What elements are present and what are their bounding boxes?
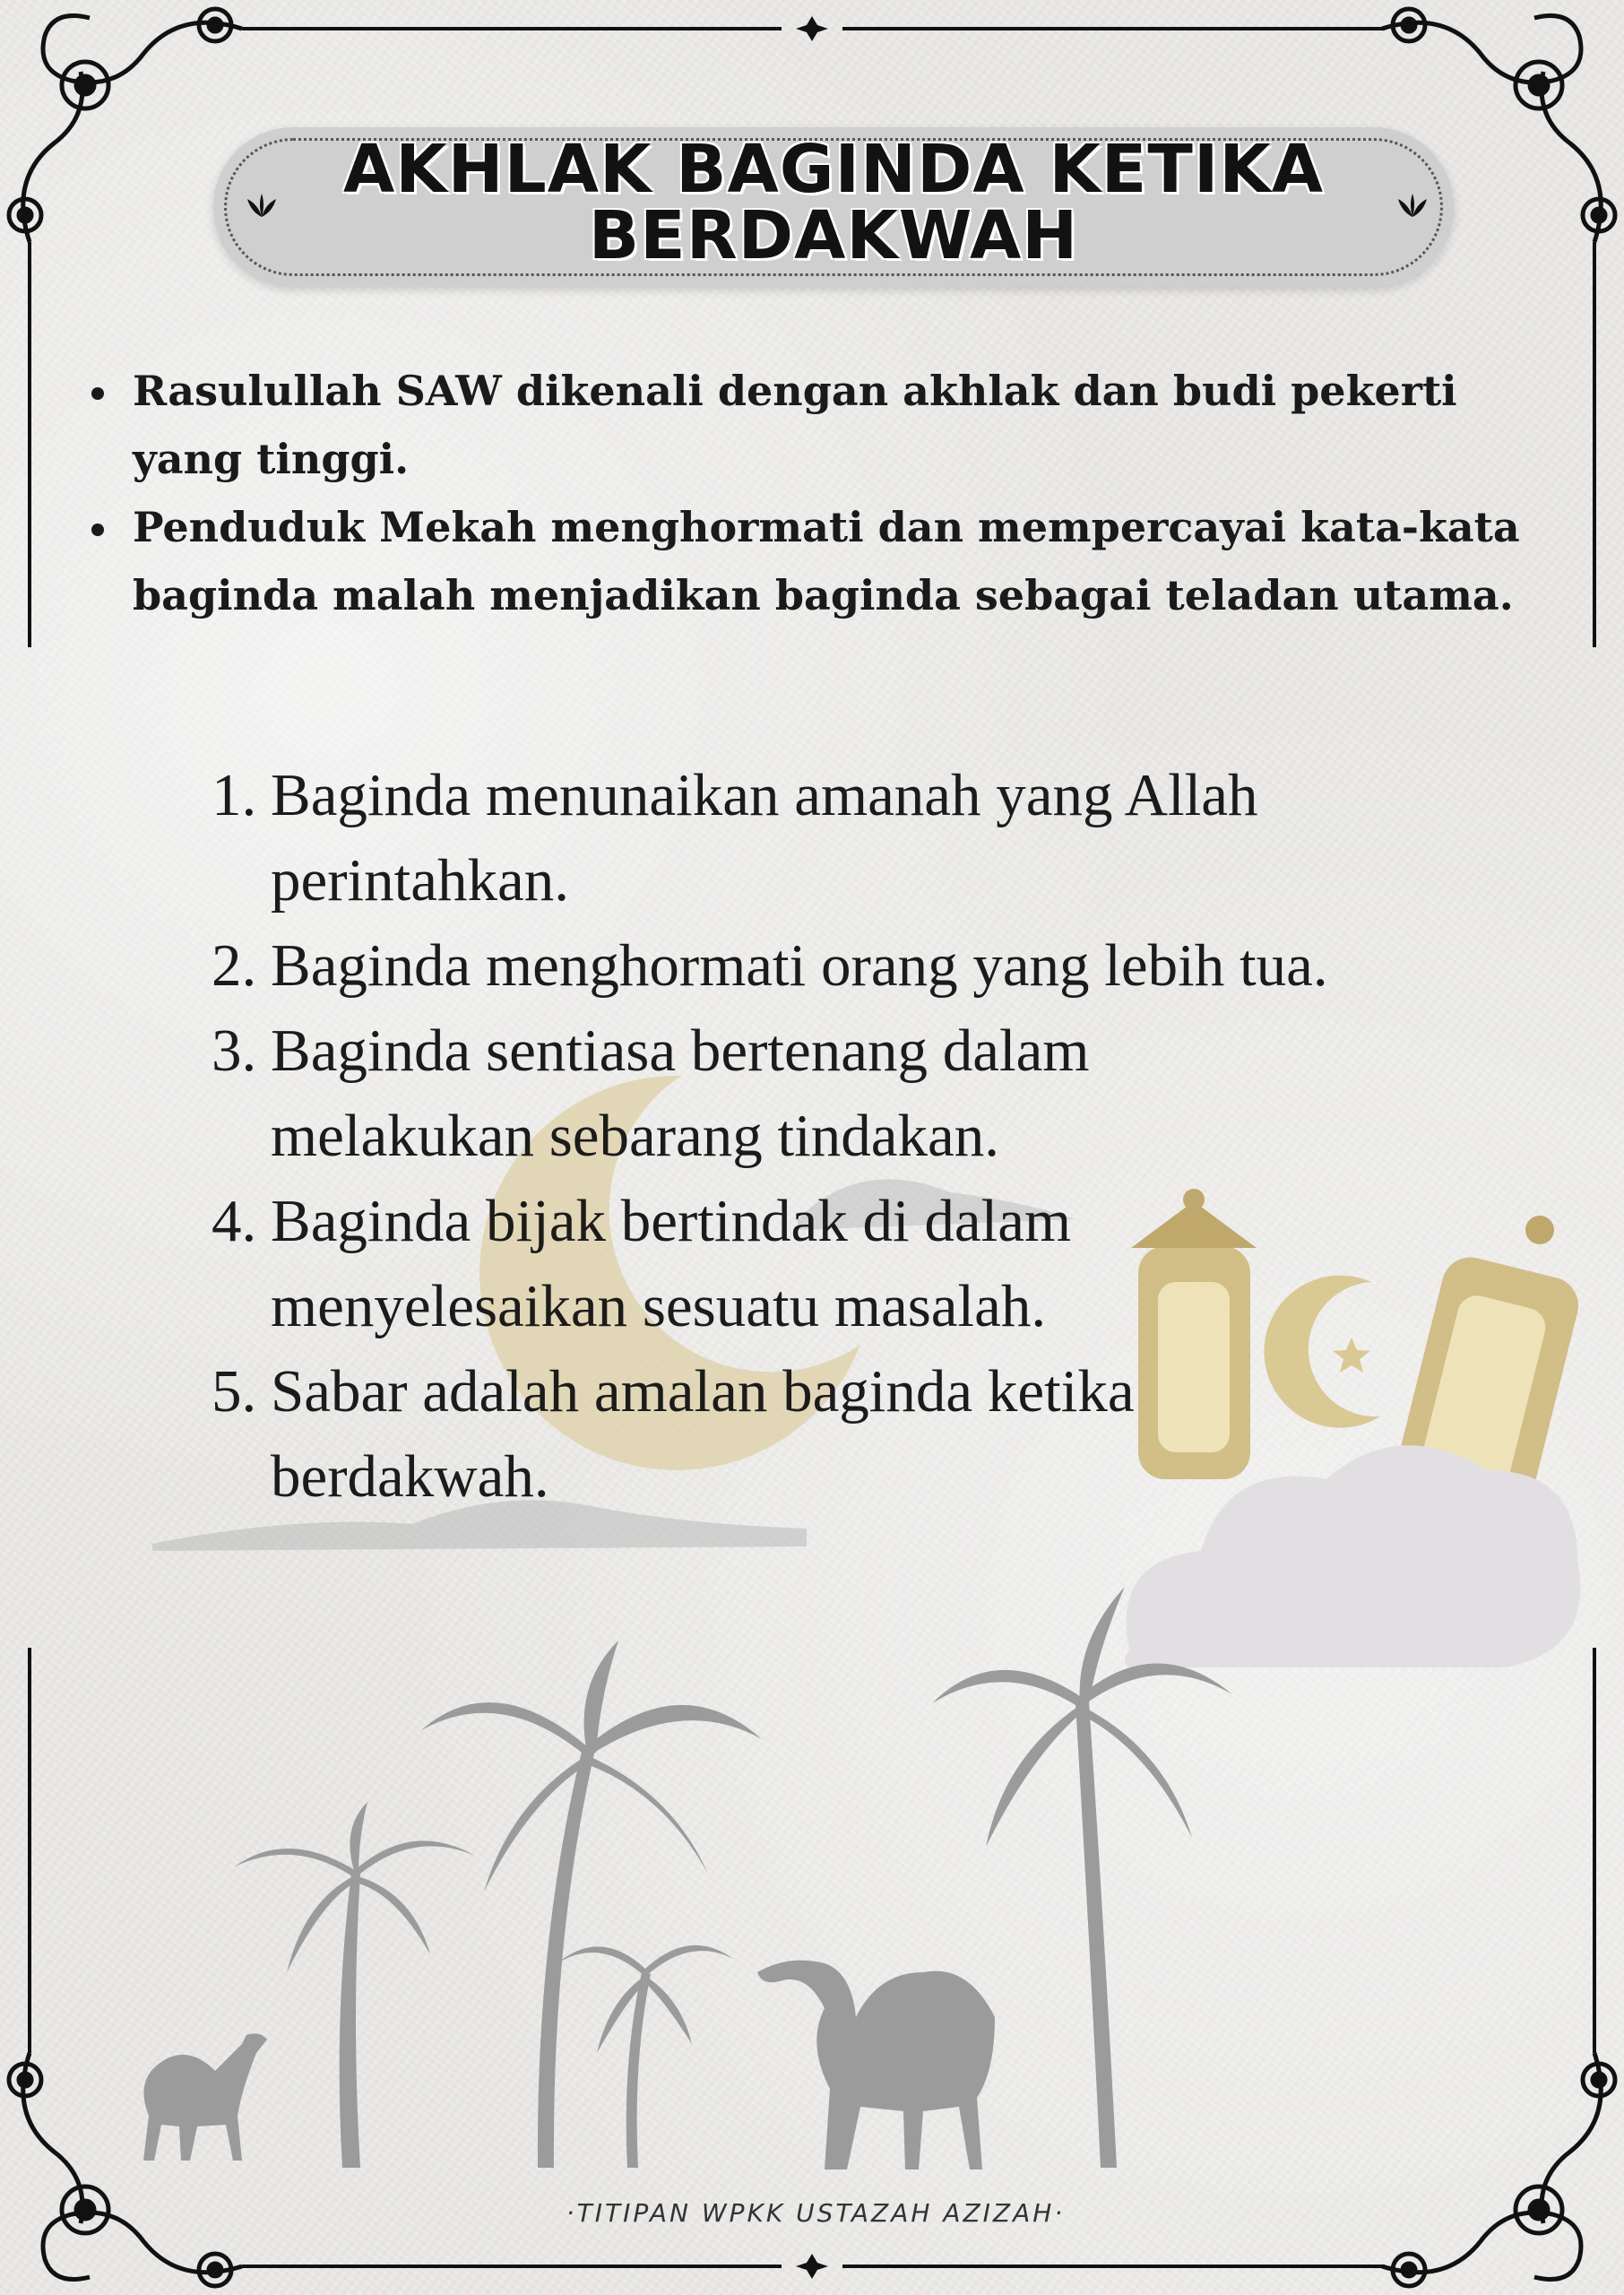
- page-title: [269, 131, 1398, 274]
- item-text-line: Sabar adalah amalan baginda ketika: [271, 1358, 1135, 1425]
- item-number: 1.: [212, 762, 257, 828]
- list-item: [212, 1179, 1484, 1349]
- page-title-line: BERDAKWAH: [588, 197, 1079, 274]
- item-text-line: Baginda sentiasa bertenang dalam: [271, 1018, 1090, 1084]
- item-text-line: berdakwah.: [271, 1443, 549, 1510]
- corner-flourish-icon: [9, 9, 242, 242]
- numbered-list: [212, 753, 1484, 1520]
- bullet-text-line: Rasulullah SAW dikenali dengan akhlak dan budi pekerti: [133, 367, 1457, 415]
- list-item: [212, 753, 1484, 923]
- footer-credit: ·TITIPAN WPKK USTAZAH AZIZAH·: [566, 2198, 1066, 2228]
- intro-bullet-list: [82, 357, 1552, 629]
- item-number: 3.: [212, 1018, 257, 1084]
- item-number: 2.: [212, 932, 257, 999]
- item-text-line: Baginda menunaikan amanah yang Allah: [271, 762, 1258, 828]
- bullet-text-line: baginda malah menjadikan baginda sebagai teladan utama.: [133, 571, 1514, 619]
- item-text-line: Baginda menghormati orang yang lebih tua.: [271, 932, 1328, 999]
- list-item: [212, 923, 1484, 1009]
- list-item: [212, 1009, 1484, 1179]
- list-item: [212, 1349, 1484, 1520]
- list-item: [82, 493, 1552, 629]
- corner-flourish-icon: [9, 2053, 242, 2286]
- bullet-text-line: Penduduk Mekah menghormati dan mempercayai kata-kata: [133, 503, 1520, 551]
- item-text-line: menyelesaikan sesuatu masalah.: [271, 1273, 1047, 1339]
- item-number: 4.: [212, 1188, 257, 1254]
- item-number: 5.: [212, 1358, 257, 1425]
- bullet-text-line: yang tinggi.: [133, 435, 410, 483]
- page-title-line: AKHLAK BAGINDA KETIKA: [343, 131, 1324, 208]
- leaf-sprig-icon: [1395, 192, 1430, 219]
- corner-flourish-icon: [1382, 2053, 1615, 2286]
- item-text-line: Baginda bijak bertindak di dalam: [271, 1188, 1072, 1254]
- item-text-line: melakukan sebarang tindakan.: [271, 1103, 999, 1169]
- item-text-line: perintahkan.: [271, 847, 570, 914]
- list-item: [82, 357, 1552, 493]
